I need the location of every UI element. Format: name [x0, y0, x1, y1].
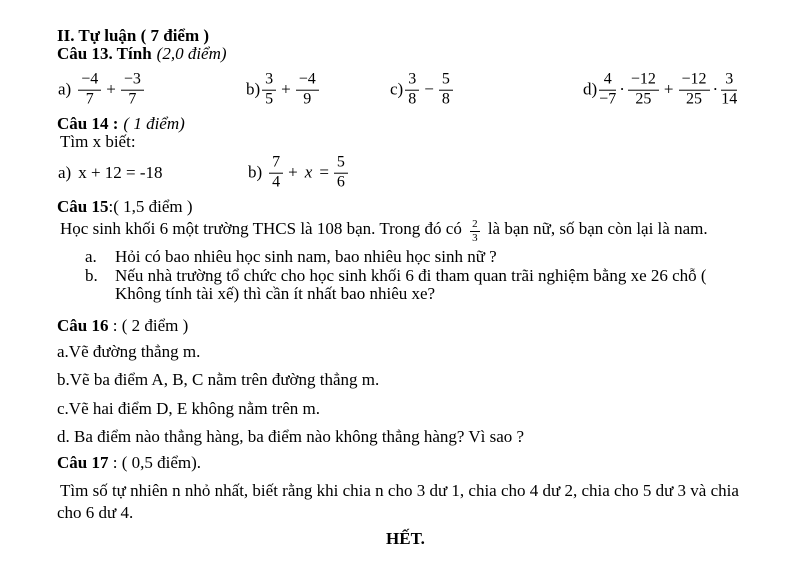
q13-expr-d: [583, 72, 737, 109]
fraction: [78, 72, 101, 109]
item-label: a): [58, 80, 72, 99]
denominator: 3: [472, 232, 478, 244]
multiply-dot-operator: ·: [619, 80, 625, 99]
q13-expr-a: [58, 72, 144, 109]
multiply-dot-operator: ·: [712, 80, 719, 99]
q13-heading: [57, 45, 754, 63]
q14-intro: Tìm x biết:: [60, 132, 136, 151]
list-item-text: Nếu nhà trường tổ chức cho học sinh khối 6 đi tham quan trãi nghiệm bằng xe 26 chỗ ( Không tính tài xế) thì cần ít nhất bao nhiêu xe?: [115, 265, 707, 303]
list-item: [57, 267, 754, 304]
numerator: 3: [721, 72, 737, 91]
q14-points: ( 1 điểm): [123, 114, 185, 133]
plus-operator: +: [106, 80, 116, 99]
q13-expr-c: [390, 72, 453, 109]
end-of-exam-marker: HẾT.: [386, 529, 425, 548]
denominator: −7: [599, 90, 617, 108]
q17-paragraph: Tìm số tự nhiên n nhỏ nhất, biết rằng khi chia n cho 3 dư 1, chia cho 4 dư 2, chia cho 5 dư 3 và chia cho 6 dư 4.: [57, 481, 739, 522]
denominator: 14: [721, 90, 738, 108]
q15-text-after: là bạn nữ, số bạn còn lại là nam.: [487, 219, 708, 238]
fraction: [334, 155, 348, 192]
numerator: 3: [262, 72, 276, 91]
numerator: −4: [78, 72, 101, 91]
numerator: −12: [679, 72, 710, 91]
q16-line-d: d. Ba điểm nào thẳng hàng, ba điểm nào không thẳng hàng? Vì sao ?: [57, 427, 525, 446]
item-label: b): [246, 80, 261, 99]
fraction: [439, 72, 453, 109]
item-label: a): [58, 163, 72, 182]
q15-list: [57, 248, 754, 304]
inline-fraction: [470, 219, 480, 244]
fraction: [405, 72, 419, 109]
numerator: 2: [472, 218, 478, 230]
numerator: −4: [296, 72, 319, 91]
fraction: [628, 72, 659, 109]
denominator: 8: [441, 90, 450, 108]
denominator: 5: [265, 90, 274, 108]
equals-sign: =: [319, 163, 329, 182]
q13-title: Câu 13. Tính: [57, 44, 152, 63]
plus-operator: +: [663, 80, 674, 99]
fraction: [721, 72, 737, 109]
fraction: [121, 72, 144, 109]
numerator: −12: [628, 72, 659, 91]
q17-heading: [57, 454, 754, 472]
q16-line-a: a.Vẽ đường thẳng m.: [57, 341, 201, 361]
q16-heading: [57, 317, 754, 335]
equation-text: x + 12 = -18: [78, 163, 163, 182]
q13-expressions-row: [57, 67, 754, 113]
plus-operator: +: [288, 163, 298, 182]
numerator: 7: [269, 155, 283, 174]
denominator: 9: [303, 90, 312, 108]
denominator: 7: [85, 90, 94, 108]
fraction: [269, 155, 283, 192]
q15-title: Câu 15: [57, 197, 109, 216]
denominator: 25: [635, 90, 652, 108]
plus-operator: +: [281, 80, 291, 99]
list-item-label: a.: [85, 247, 97, 266]
q17-title: Câu 17: [57, 453, 109, 472]
q14-title: Câu 14 :: [57, 114, 119, 133]
q13-points: (2,0 điểm): [156, 44, 227, 63]
section-title: II. Tự luận ( 7 điểm ): [57, 26, 210, 45]
q15-points: :( 1,5 điểm ): [108, 197, 193, 216]
denominator: 4: [272, 173, 281, 191]
numerator: 3: [405, 72, 419, 91]
q16-line-b: b.Vẽ ba điểm A, B, C nằm trên đường thẳng m.: [57, 370, 380, 389]
fraction: [599, 72, 616, 109]
minus-operator: −: [424, 80, 434, 99]
denominator: 8: [408, 90, 417, 108]
q16-title: Câu 16: [57, 315, 109, 335]
q13-expr-b: [246, 72, 319, 109]
q14-expr-b: [248, 155, 348, 192]
denominator: 6: [336, 173, 345, 191]
q14-heading: [57, 115, 754, 133]
numerator: −3: [121, 72, 144, 91]
item-label: b): [248, 163, 263, 182]
numerator: 5: [334, 155, 348, 174]
q16-points: : ( 2 điểm ): [108, 315, 189, 335]
q15-paragraph: [57, 216, 754, 244]
denominator: 7: [128, 90, 137, 108]
q17-points: : ( 0,5 điểm).: [108, 453, 202, 472]
fraction: [296, 72, 319, 109]
denominator: 25: [686, 90, 703, 108]
fraction: [262, 72, 276, 109]
numerator: 5: [439, 72, 453, 91]
list-item-label: b.: [85, 265, 98, 285]
item-label: d): [583, 80, 598, 99]
q15-text-before: Học sinh khối 6 một trường THCS là 108 bạn. Trong đó có: [60, 219, 462, 238]
q16-line-c: c.Vẽ hai điểm D, E không nằm trên m.: [57, 398, 320, 418]
q15-heading: [57, 198, 754, 216]
q14-expr-a: [58, 163, 163, 183]
q14-expressions-row: [57, 151, 754, 195]
fraction: [679, 72, 710, 109]
list-item-text: Hỏi có bao nhiêu học sinh nam, bao nhiêu học sinh nữ ?: [115, 247, 497, 266]
variable-x: x: [304, 163, 313, 182]
item-label: c): [390, 80, 404, 99]
numerator: 4: [599, 72, 616, 91]
list-item: [57, 248, 754, 267]
